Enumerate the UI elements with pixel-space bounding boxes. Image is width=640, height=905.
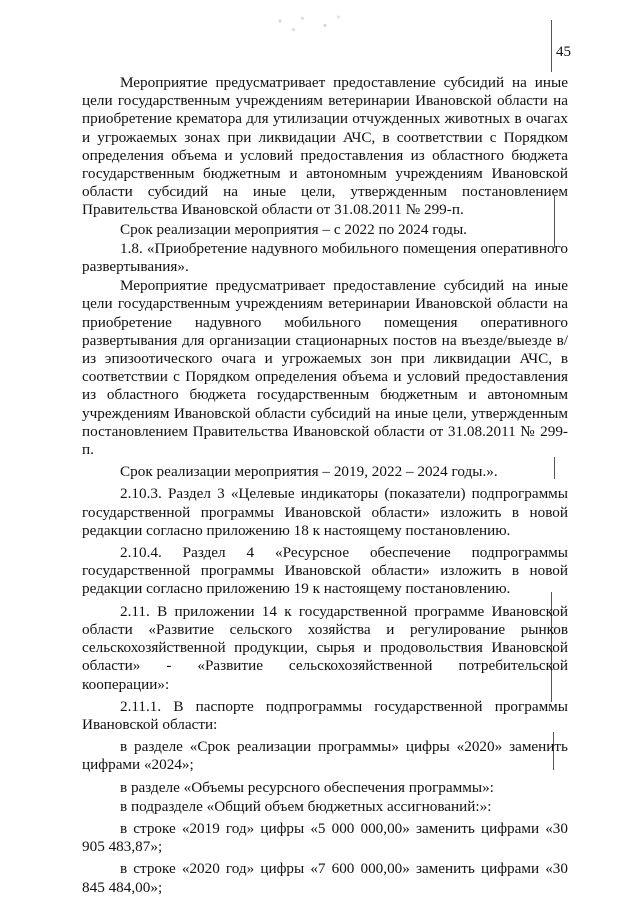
paragraph: 2.11. В приложении 14 к государственной программе Ивановской области «Развитие сельского хозяйства и регулирование рынков сельскохозяйственной продукции, сырья и продовольствия Ивановской области» - «Развитие сельскохозяйственной потребительской кооперации»: — [82, 602, 568, 693]
page-number: 45 — [556, 44, 571, 60]
scan-artifact — [262, 10, 352, 38]
paragraph: 2.11.1. В паспорте подпрограммы государственной программы Ивановской области: — [82, 697, 568, 733]
document-body — [82, 74, 568, 898]
paragraph: 2.10.3. Раздел 3 «Целевые индикаторы (показатели) подпрограммы государственной программы Ивановской области» изложить в новой редакции согласно приложению 18 к настоящему постановлению. — [82, 485, 568, 539]
paragraph: в подразделе «Общий объем бюджетных ассигнований:»: — [120, 797, 492, 815]
paragraph: Мероприятие предусматривает предоставление субсидий на иные цели государственным учреждениям ветеринарии Ивановской области на приобретение надувного мобильного помещения оперативного развертывания для организации стационарных постов на въезде/выезде в/из эпизоотического очага и угрожаемых зон при ликвидации АЧС, в соответствии с Порядком определения объема и условий предоставления из областного бюджета государственным бюджетным и автономным учреждениям Ивановской области субсидий на иные цели, утвержденным постановлением Правительства Ивановской области от 31.08.2011 № 299-п. — [82, 277, 568, 459]
paragraph: Срок реализации мероприятия – 2019, 2022 – 2024 годы.». — [120, 463, 498, 481]
paragraph: 1.8. «Приобретение надувного мобильного помещения оперативного развертывания». — [82, 239, 568, 276]
paragraph: в строке «2020 год» цифры «7 600 000,00» заменить цифрами «30 845 484,00»; — [82, 860, 568, 896]
paragraph: в строке «2019 год» цифры «5 000 000,00» заменить цифрами «30 905 483,87»; — [82, 819, 568, 856]
margin-line — [551, 20, 552, 72]
paragraph: Срок реализации мероприятия – с 2022 по 2024 годы. — [120, 220, 467, 238]
paragraph: в разделе «Объемы ресурсного обеспечения программы»: — [120, 778, 494, 796]
paragraph: 2.10.4. Раздел 4 «Ресурсное обеспечение подпрограммы государственной программы Ивановской области» изложить в новой редакции согласно приложению 19 к настоящему постановлению. — [82, 544, 568, 598]
paragraph: в разделе «Срок реализации программы» цифры «2020» заменить цифрами «2024»; — [82, 738, 568, 774]
paragraph: Мероприятие предусматривает предоставление субсидий на иные цели государственным учреждениям ветеринарии Ивановской области на приобретение крематора для утилизации отчужденных животных в очагах и угрожаемых зонах при ликвидации АЧС, в соответствии с Порядком определения объема и условий предоставления из областного бюджета государственным бюджетным и автономным учреждениям Ивановской области субсидий на иные цели, утвержденным постановлением Правительства Ивановской области от 31.08.2011 № 299-п. — [82, 74, 568, 219]
